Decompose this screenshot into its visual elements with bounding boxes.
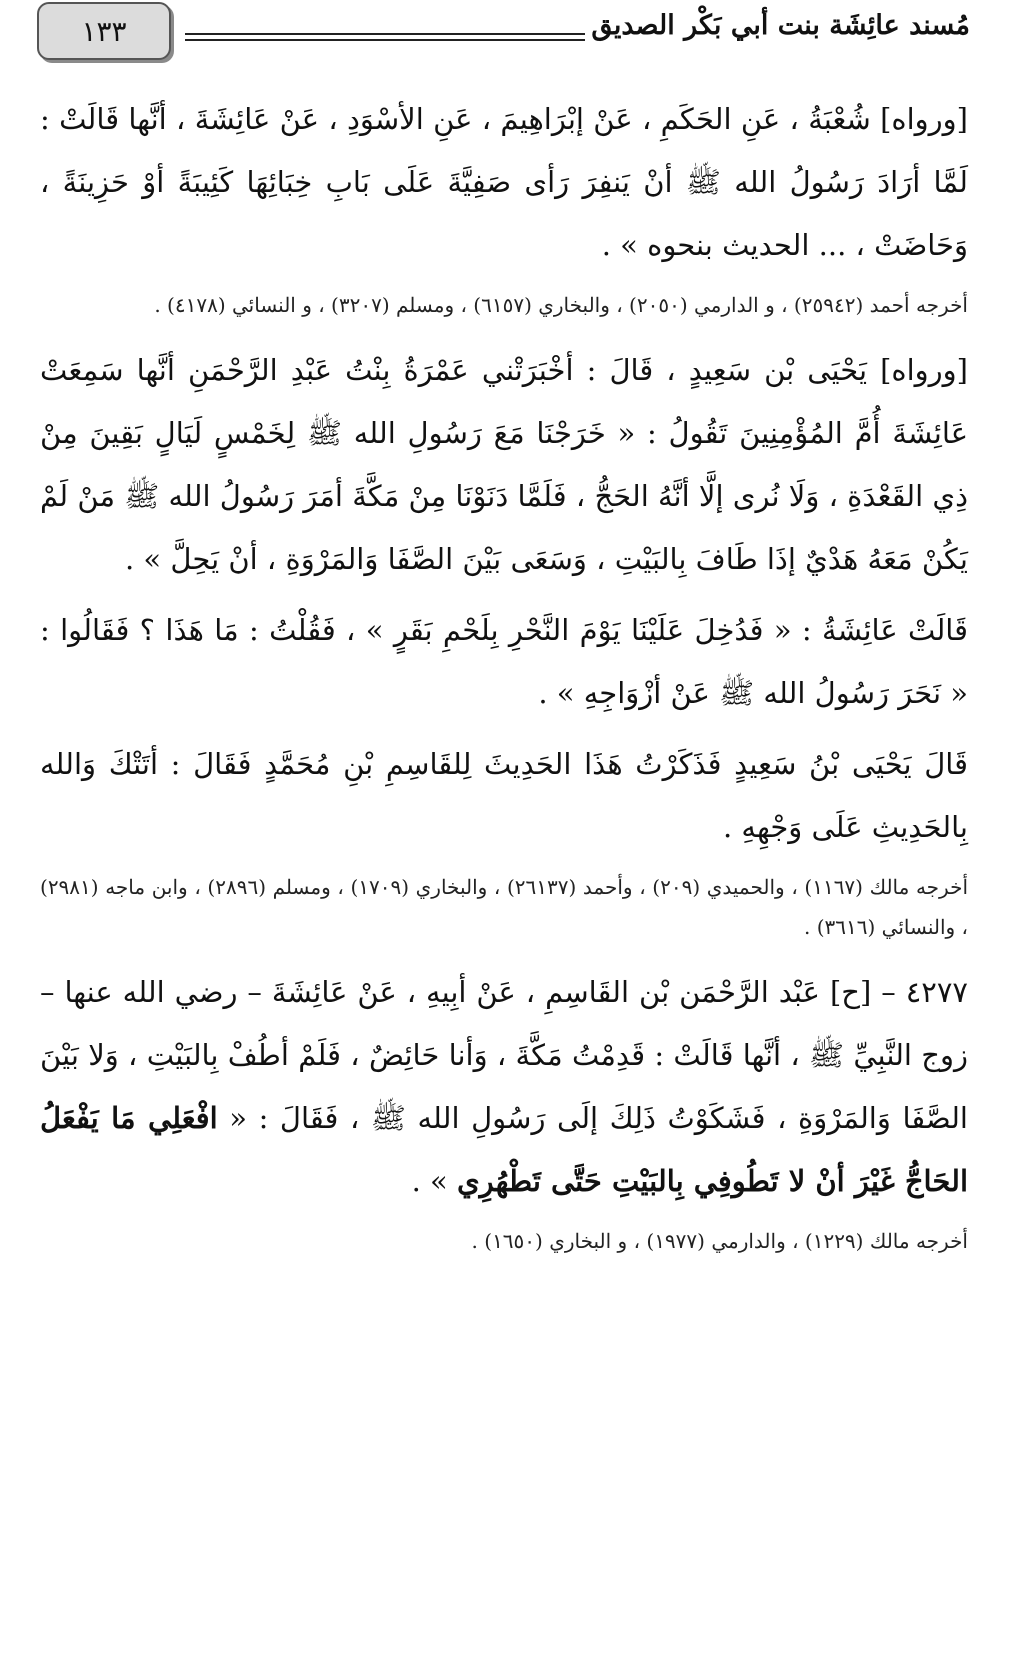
- prophet-saying-bold: افْعَلِي مَا يَفْعَلُ الحَاجُّ غَيْرَ أنْ لا تَطُوفِي بِالبَيْتِ حَتَّى تَطْهُرِي: [40, 1101, 968, 1198]
- page-header: [0, 0, 1010, 70]
- hadith-paragraph: [ورواه] يَحْيَى بْن سَعِيدٍ ، قَالَ : أخْبَرَتْني عَمْرَةُ بِنْتُ عَبْدِ الرَّحْمَنِ أنَّها سَمِعَتْ عَائِشَةَ أُمَّ المُؤْمِنِينَ تَقُولُ : « خَرَجْنَا مَعَ رَسُولِ الله ﷺ لِخَمْسٍ لَيَالٍ بَقِينَ مِنْ ذِي القَعْدَةِ ، وَلَا نُرى إلَّا أنَّهُ الحَجُّ ، فَلَمَّا دَنَوْنَا مِنْ مَكَّةَ أمَرَ رَسُولُ الله ﷺ مَنْ لَمْ يَكُنْ مَعَهُ هَدْيٌ إذَا طَافَ بِالبَيْتِ ، وَسَعَى بَيْنَ الصَّفَا وَالمَرْوَةِ ، أنْ يَحِلَّ » .: [40, 353, 968, 576]
- page-body: [40, 88, 968, 1261]
- running-title: مُسند عائِشَة بنت أبي بَكْر الصديق: [591, 10, 970, 41]
- hadith-paragraph: قَالَتْ عَائِشَةُ : « فَدُخِلَ عَلَيْنَا يَوْمَ النَّحْرِ بِلَحْمِ بَقَرٍ » ، فَقُلْتُ : مَا هَذَا ؟ فَقَالُوا : « نَحَرَ رَسُولُ الله ﷺ عَنْ أزْوَاجِهِ » .: [40, 613, 968, 710]
- header-rule: [185, 39, 585, 41]
- hadith-paragraph-4277: [40, 961, 968, 1213]
- hadith-paragraph: [ورواه] شُعْبَةُ ، عَنِ الحَكَمِ ، عَنْ إبْرَاهِيمَ ، عَنِ الأسْوَدِ ، عَنْ عَائِشَةَ ، أنَّها قَالَتْ : لَمَّا أرَادَ رَسُولُ الله ﷺ أنْ يَنفِرَ رَأى صَفِيَّةَ عَلَى بَابِ خِبَائِهَا كَئِيبَةً أوْ حَزِينَةً ، وَحَاضَتْ ، ... الحديث بنحوه » .: [40, 102, 968, 262]
- page-number: ١٣٣: [37, 2, 171, 60]
- hadith-paragraph: قَالَ يَحْيَى بْنُ سَعِيدٍ فَذَكَرْتُ هَذَا الحَدِيثَ لِلقَاسِمِ بْنِ مُحَمَّدٍ فَقَالَ : أتَتْكَ وَالله بِالحَدِيثِ عَلَى وَجْهِهِ .: [40, 747, 968, 844]
- header-rule: [185, 33, 585, 35]
- hadith-text: ٤٢٧٧ – [ح] عَبْد الرَّحْمَن بْن القَاسِمِ ، عَنْ أبِيهِ ، عَنْ عَائِشَةَ – رضي الله عنها – زوج النَّبِيِّ ﷺ ، أنَّها قَالَتْ : قَدِمْتُ مَكَّةَ ، وَأنا حَائِضٌ ، فَلَمْ أطُفْ بِالبَيْتِ ، وَلا بَيْنَ الصَّفَا وَالمَرْوَةِ ، فَشَكَوْتُ ذَلِكَ إلَى رَسُولِ الله ﷺ ، فَقَالَ : «: [40, 975, 968, 1135]
- hadith-text-end: » .: [411, 1164, 457, 1198]
- source-citation: أخرجه مالك (١٢٢٩) ، والدارمي (١٩٧٧) ، و البخاري (١٦٥٠) .: [471, 1229, 968, 1253]
- source-citation: أخرجه مالك (١١٦٧) ، والحميدي (٢٠٩) ، وأحمد (٢٦١٣٧) ، والبخاري (١٧٠٩) ، ومسلم (٢٨٩٦) ، وابن ماجه (٢٩٨١) ، والنسائي (٣٦١٦) .: [40, 875, 969, 939]
- source-citation: أخرجه أحمد (٢٥٩٤٢) ، و الدارمي (٢٠٥٠) ، والبخاري (٦١٥٧) ، ومسلم (٣٢٠٧) ، و النسائي (٤١٧٨) .: [154, 293, 968, 317]
